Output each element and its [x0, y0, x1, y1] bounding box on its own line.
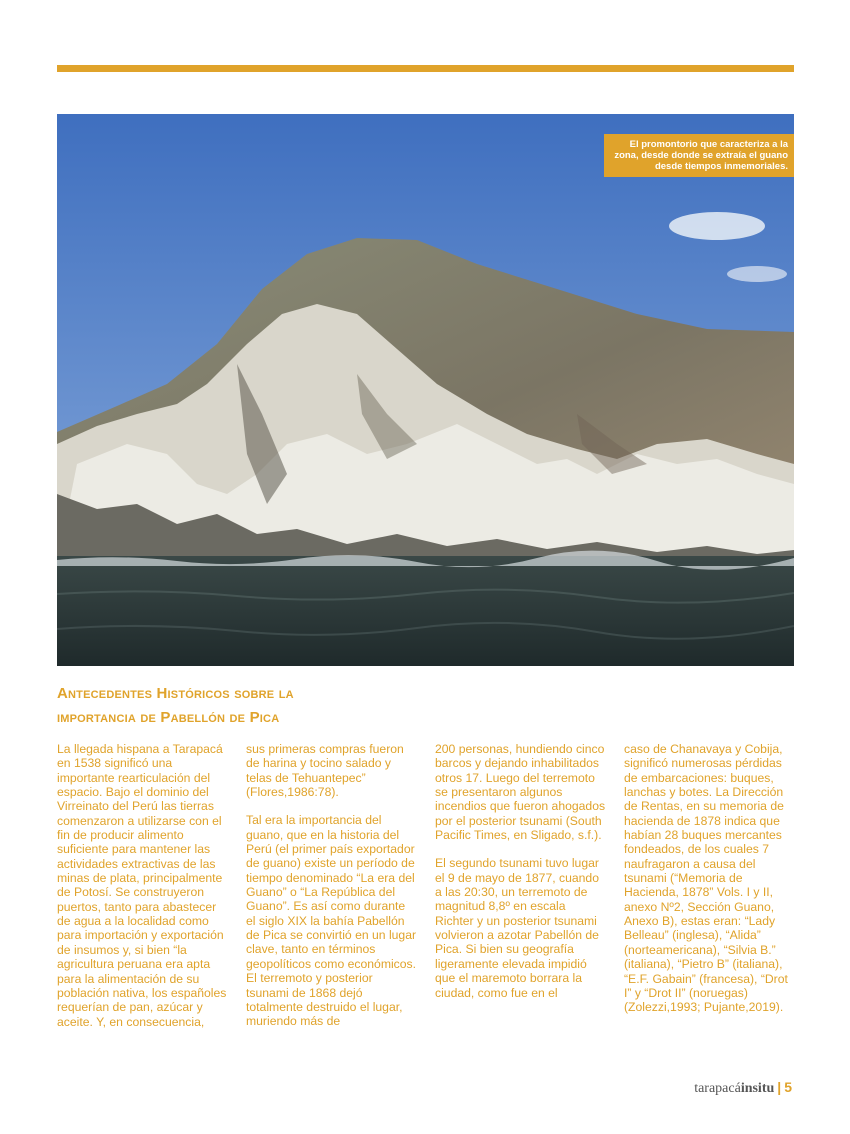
photo-caption: El promontorio que caracteriza a la zona, desde donde se extraía el guano desde tiempos inmemoriales. [604, 134, 794, 177]
magazine-brand-part-1: tarapacá [694, 1081, 741, 1096]
body-paragraph: sus primeras compras fueron de harina y tocino salado y telas de Tehuantepec” (Flores,1986:78). [246, 742, 404, 800]
body-paragraph: La llegada hispana a Tarapacá en 1538 significó una importante rearticulación del espacio. Bajo el dominio del Virreinato del Perú las tierras comenzaron a utilizarse con el fin de producir alimento suficiente para mantener las actividades extractivas de las minas de plata, principalmente de Potosí. Se construyeron puertos, tanto para abastecer de agua a la localidad como para importación y exportación de insumos y, si bien “la agricultura peruana era apta para la alimentación de su población nativa, los españoles requerían de pan, azúcar y aceite. Y, en consecuencia, [57, 742, 227, 1029]
body-paragraph: 200 personas, hundiendo cinco barcos y dejando inhabilitados otros 17. Luego del terremoto se presentaron algunos incendios que fueron ahogados por el posterior tsunami (South Pacific Times, en Sligado, s.f.). [435, 742, 606, 843]
body-paragraph: El segundo tsunami tuvo lugar el 9 de mayo de 1877, cuando a las 20:30, un terremoto de magnitud 8,8º en escala Richter y un posterior tsunami volvieron a azotar Pabellón de Pica. Si bien su geografía ligeramente elevada impidió que el maremoto borrara la ciudad, como fue en el [435, 856, 599, 1000]
page-footer [694, 1078, 792, 1098]
body-paragraph: caso de Chanavaya y Cobija, significó numerosas pérdidas de embarcaciones: buques, lanchas y botes. La Dirección de Rentas, en su memoria de hacienda de 1878 indica que habían 28 buques mercantes fondeados, de los cuales 7 naufragaron a causa del tsunami (“Memoria de Hacienda, 1878” Vols. I y II, anexo Nº2, Sección Guano, Anexo B), estas eran: “Lady Belleau” (inglesa), “Alida” (norteamericana), “Silvia B.” (italiana), “Pietro B” (italiana), “E.F. Gabain” (francesa), “Drot I” y “Drot II” (noruegas) (Zolezzi,1993; Pujante,2019). [624, 742, 788, 1015]
text-column-3 [435, 742, 607, 1000]
headland-illustration [57, 114, 794, 666]
page-number: 5 [784, 1079, 792, 1095]
text-column-1 [57, 742, 229, 1029]
section-heading [57, 682, 477, 730]
section-heading-line-2: importancia de Pabellón de Pica [57, 709, 280, 726]
top-accent-rule [57, 65, 794, 72]
text-column-2 [246, 742, 418, 1029]
text-column-4 [624, 742, 796, 1015]
headland-photo [57, 114, 794, 666]
magazine-brand-part-2: insitu [740, 1081, 775, 1096]
section-heading-line-1: Antecedentes Históricos sobre la [57, 685, 294, 702]
body-paragraph: Tal era la importancia del guano, que en la historia del Perú (el primer país exportador de guano) existe un período de tiempo denominado “La era del Guano” o “La República del Guano”. Es así como durante el siglo XIX la bahía Pabellón de Pica se convirtió en un lugar clave, tanto en términos geopolíticos como económicos. El terremoto y posterior tsunami de 1868 dejó totalmente destruido el lugar, muriendo más de [246, 813, 417, 1029]
footer-separator: | [777, 1079, 782, 1095]
